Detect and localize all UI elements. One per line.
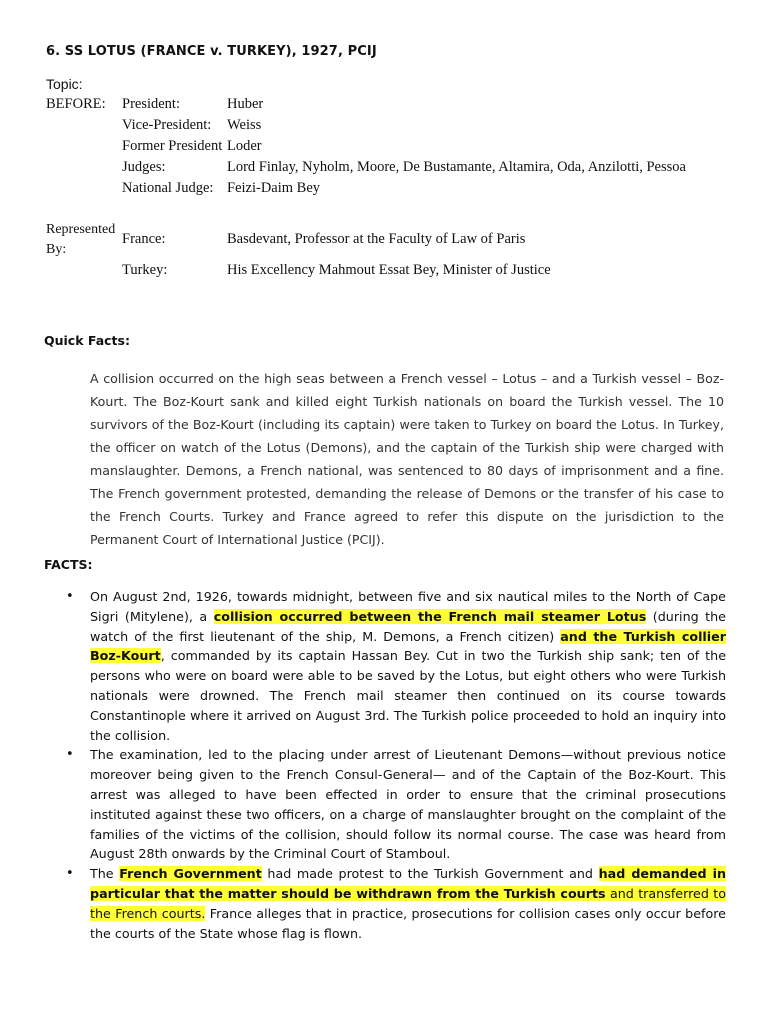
fact-item: • On August 2nd, 1926, towards midnight, between five and six nautical miles to the North of Cape Sigri (Mitylene), a collision occurred between the French mail steamer Lotus (during the watch of the first lieutenant of the ship, M. Demons, a French citizen) and the Turkish collier Boz-Kourt, commanded by its captain Hassan Bey. Cut in two the Turkish ship sank; ten of the persons who were on board were able to be saved by the Lotus, but eight others who were Turkish nationals were drowned. The French mail steamer then continued on its course towards Constantinople where it arrived on August 3rd. The Turkish police proceeded to hold an inquiry into the collision. bbox=[66, 589, 726, 743]
fact-item: • The examination, led to the placing under arrest of Lieutenant Demons—without previous notice moreover being given to the French Consul-General— and of the Captain of the Boz-Kourt. This arrest was alleged to have been effected in order to ensure that the criminal prosecutions instituted against these two officers, on a charge of manslaughter brought on the complaint of the families of the victims of the collision, should follow its normal course. The case was heard from August 28th onwards by the Criminal Court of Stamboul. bbox=[66, 747, 726, 862]
quick-facts-paragraph: A collision occurred on the high seas between a French vessel – Lotus – and a Turkish vessel – Boz-Kourt. The Boz-Kourt sank and killed eight Turkish nationals on board the Turkish vessel. The 10 survivors of the Boz-Kourt (including its captain) were taken to Turkey on board the Lotus. In Turkey, the officer on watch of the Lotus (Demons), and the captain of the Turkish ship were charged with manslaughter. Demons, a French national, was sentenced to 80 days of imprisonment and a fine. The French government protested, demanding the release of Demons or the transfer of his case to the French Courts. Turkey and France agreed to refer this dispute on the jurisdiction to the Permanent Court of International Justice (PCIJ). bbox=[90, 371, 724, 547]
bench-name: Loder bbox=[227, 138, 262, 154]
party-agent: His Excellency Mahmout Essat Bey, Minister of Justice bbox=[227, 262, 551, 278]
party-name: France: bbox=[122, 231, 166, 247]
before-label: BEFORE: bbox=[46, 96, 106, 112]
bench-name: Weiss bbox=[227, 117, 262, 133]
highlighted-text: collision occurred between the French mail steamer Lotus bbox=[213, 608, 647, 624]
bench-role: National Judge: bbox=[122, 180, 214, 196]
representatives-table bbox=[0, 231, 768, 281]
represented-label: Represented By: bbox=[46, 222, 116, 257]
facts-heading: FACTS: bbox=[44, 557, 93, 572]
quick-facts-heading: Quick Facts: bbox=[44, 333, 130, 348]
bench-role: Former President bbox=[122, 138, 223, 154]
bench-role: Judges: bbox=[122, 159, 166, 175]
bench-name: Huber bbox=[227, 96, 264, 112]
highlighted-text: and transferred to the French courts. bbox=[90, 885, 726, 921]
facts-list bbox=[66, 587, 726, 943]
bullet: • bbox=[66, 747, 74, 763]
party-name: Turkey: bbox=[122, 262, 168, 278]
bullet: • bbox=[66, 589, 74, 604]
highlighted-text: French Government bbox=[119, 866, 262, 882]
bench-role: Vice-President: bbox=[122, 117, 212, 133]
topic-label: Topic: bbox=[46, 76, 83, 92]
document-title: 6. SS LOTUS (FRANCE v. TURKEY), 1927, PCIJ bbox=[46, 44, 377, 59]
highlighted-text: had demanded in particular that the matter should be withdrawn from the Turkish courts bbox=[90, 866, 726, 901]
highlighted-text: and the Turkish collier Boz-Kourt bbox=[90, 628, 726, 664]
bench-table bbox=[0, 96, 768, 206]
party-agent: Basdevant, Professor at the Faculty of Law of Paris bbox=[227, 231, 526, 247]
fact-item: • The French Government had made protest to the Turkish Government and had demanded in particular that the matter should be withdrawn from the Turkish courts and transferred to the French courts. France alleges that in practice, prosecutions for collision cases only occur before the courts of the State whose flag is flown. bbox=[66, 866, 726, 941]
bench-name: Feizi-Daim Bey bbox=[227, 180, 321, 196]
bench-role: President: bbox=[122, 96, 180, 112]
bench-name: Lord Finlay, Nyholm, Moore, De Bustamante, Altamira, Oda, Anzilotti, Pessoa bbox=[227, 159, 686, 175]
bullet: • bbox=[66, 866, 74, 882]
